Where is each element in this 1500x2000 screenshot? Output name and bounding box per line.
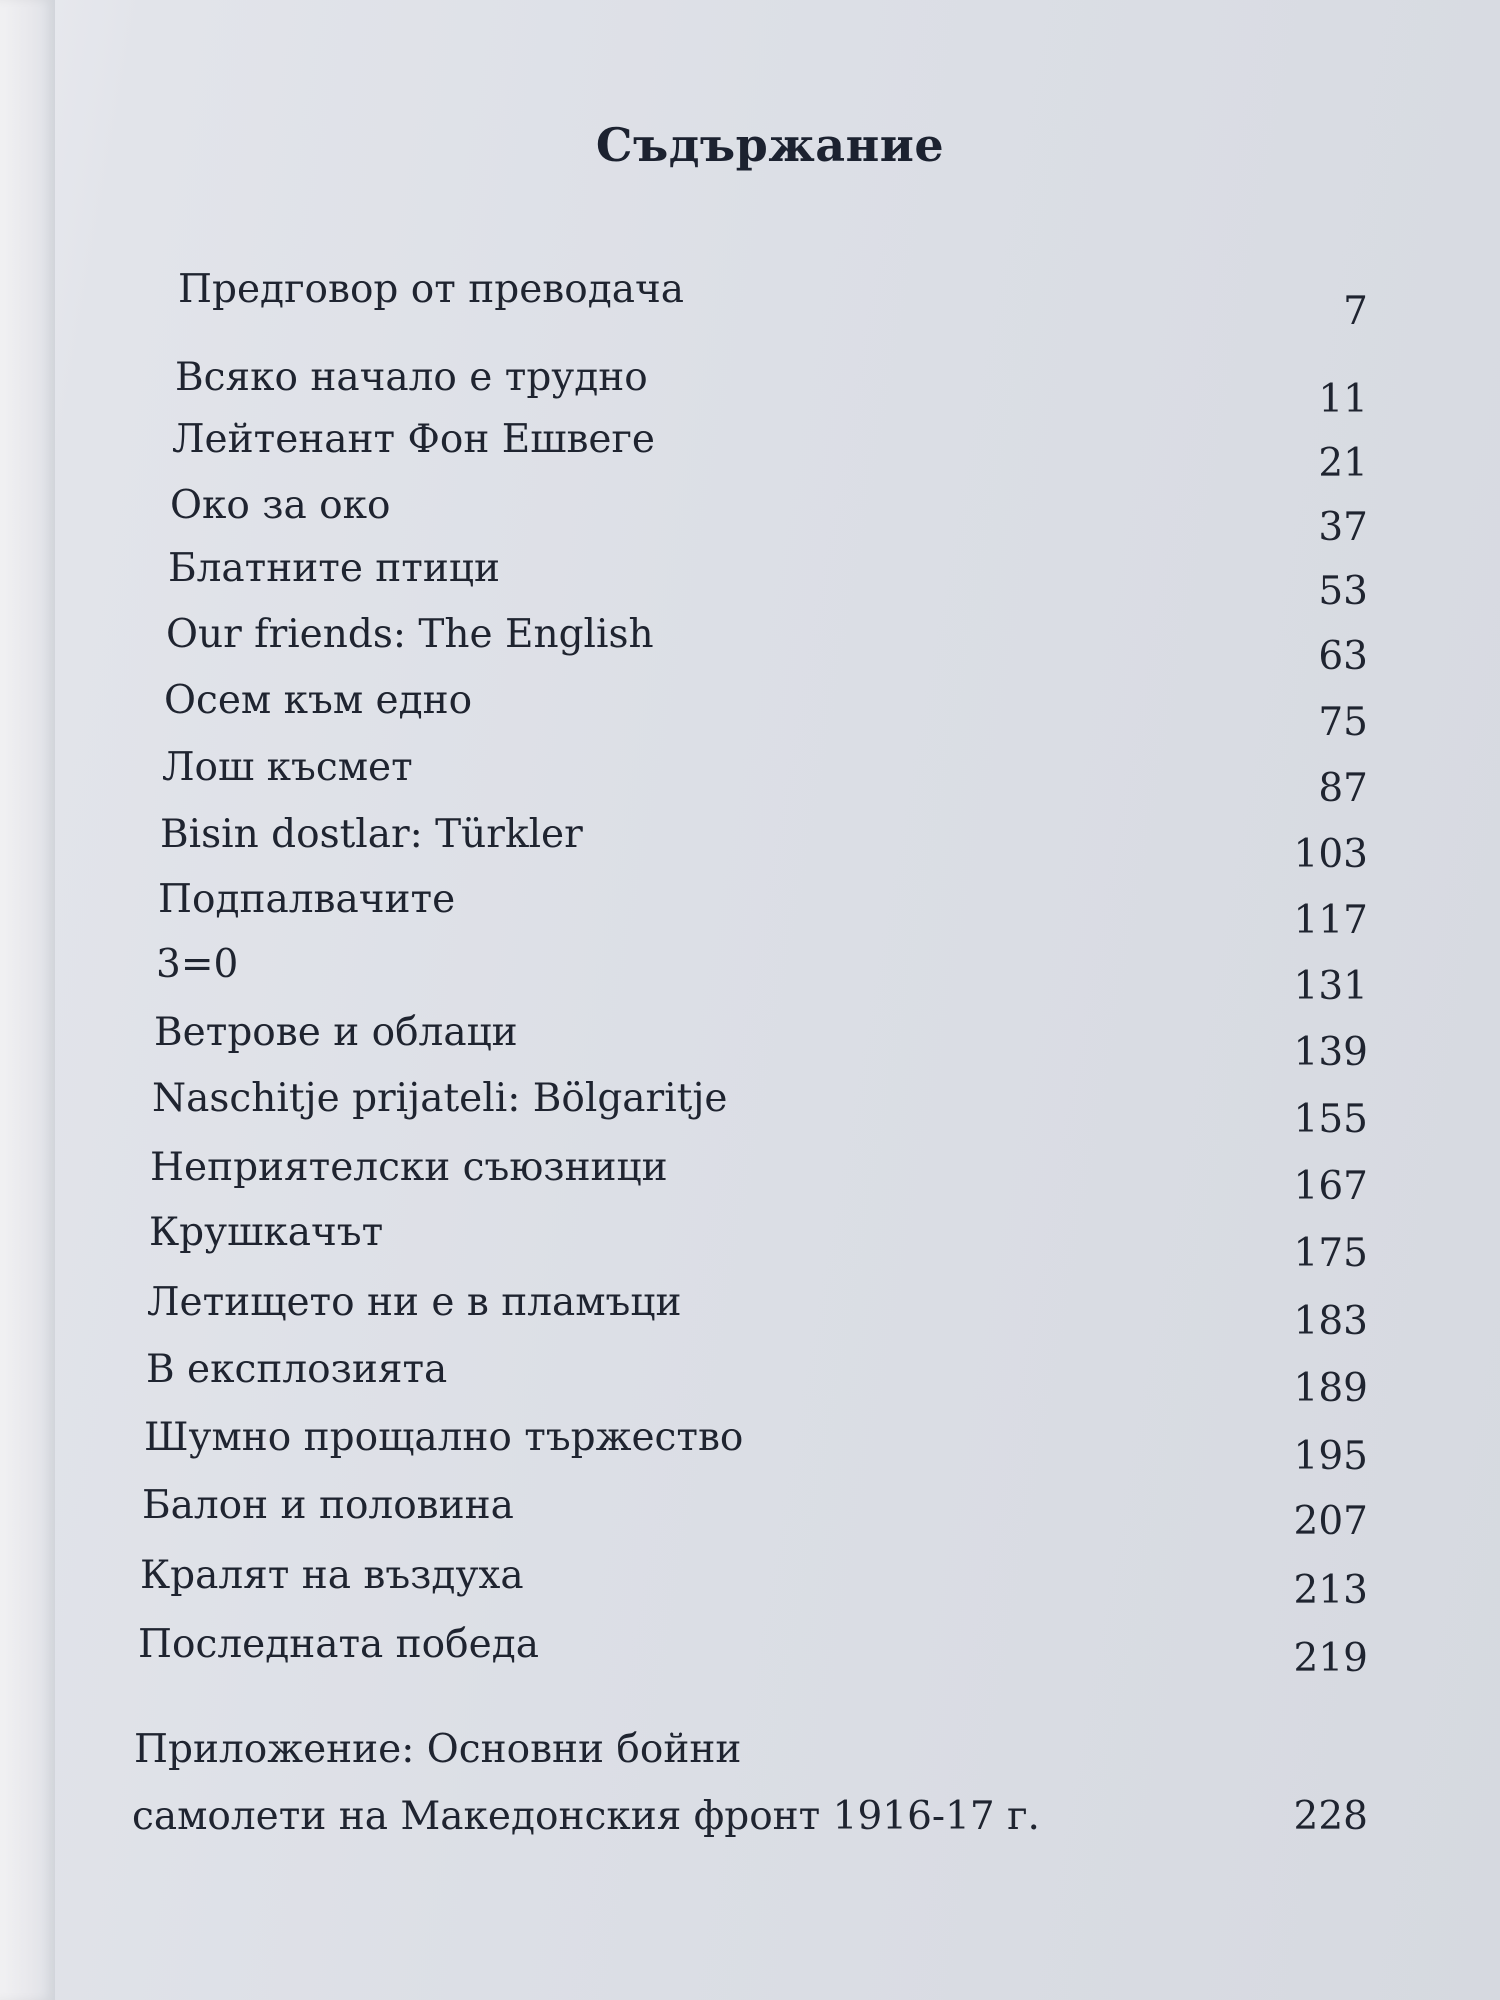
toc-entry-title: Подпалвачите [158,877,456,922]
page-title: Съдържание [595,118,945,172]
appendix-page-number: 228 [1293,1794,1368,1839]
toc-entry-title: Our friends: The English [166,612,654,657]
appendix-title-line-2: самолети на Македонския фронт 1916-17 г. [132,1794,1040,1839]
toc-entry-page-number: 63 [1318,634,1368,679]
toc-entry-page-number: 183 [1293,1299,1368,1344]
toc-entry-page-number: 139 [1293,1030,1368,1075]
toc-entry-page-number: 53 [1318,569,1368,614]
toc-entry-page-number: 195 [1293,1434,1368,1479]
toc-entry-page-number: 75 [1318,700,1368,745]
toc-entry-title: Летището ни е в пламъци [147,1280,682,1325]
toc-entry-title: 3=0 [156,942,239,987]
toc-entry-title: Bisin dostlar: Türkler [160,812,583,857]
toc-entry-title: Лош късмет [162,745,413,790]
toc-entry-page-number: 11 [1318,377,1368,422]
toc-entry-page-number: 103 [1293,832,1368,877]
toc-entry-title: Неприятелски съюзници [150,1145,668,1190]
toc-entry-title: Последната победа [138,1622,539,1667]
toc-entry-title: Всяко начало е трудно [175,355,648,400]
toc-entry-page-number: 117 [1293,898,1368,943]
toc-entry-page-number: 87 [1318,766,1368,811]
toc-entry-page-number: 21 [1318,441,1368,486]
toc-entry-page-number: 131 [1293,964,1368,1009]
toc-entry-title: Око за око [170,483,391,528]
toc-entry-page-number: 207 [1293,1499,1368,1544]
toc-entry-page-number: 167 [1293,1164,1368,1209]
page-edge [0,0,55,2000]
toc-entry-page-number: 219 [1293,1636,1368,1681]
toc-entry-title: Кралят на въздуха [140,1553,524,1598]
toc-entry-title: Naschitje prijateli: Bölgaritje [152,1076,728,1121]
toc-entry-page-number: 155 [1293,1097,1368,1142]
toc-entry-title: Шумно прощално тържество [144,1415,744,1460]
toc-entry-page-number: 175 [1293,1231,1368,1276]
toc-entry-title: В експлозията [146,1347,448,1392]
toc-entry-title: Ветрове и облаци [154,1010,518,1055]
toc-entry-title: Блатните птици [168,546,500,591]
toc-entry-title: Крушкачът [149,1210,384,1255]
toc-entry-title: Лейтенант Фон Ешвеге [172,417,656,462]
toc-entry-page-number: 189 [1293,1366,1368,1411]
toc-entry-page-number: 37 [1318,505,1368,550]
toc-entry-title: Осем към едно [164,678,473,723]
appendix-title-line-1: Приложение: Основни бойни [134,1727,742,1772]
toc-entry-page-number: 7 [1343,289,1368,334]
toc-entry-title: Предговор от преводача [178,267,685,312]
toc-entry-page-number: 213 [1293,1568,1368,1613]
toc-entry-title: Балон и половина [142,1483,514,1528]
